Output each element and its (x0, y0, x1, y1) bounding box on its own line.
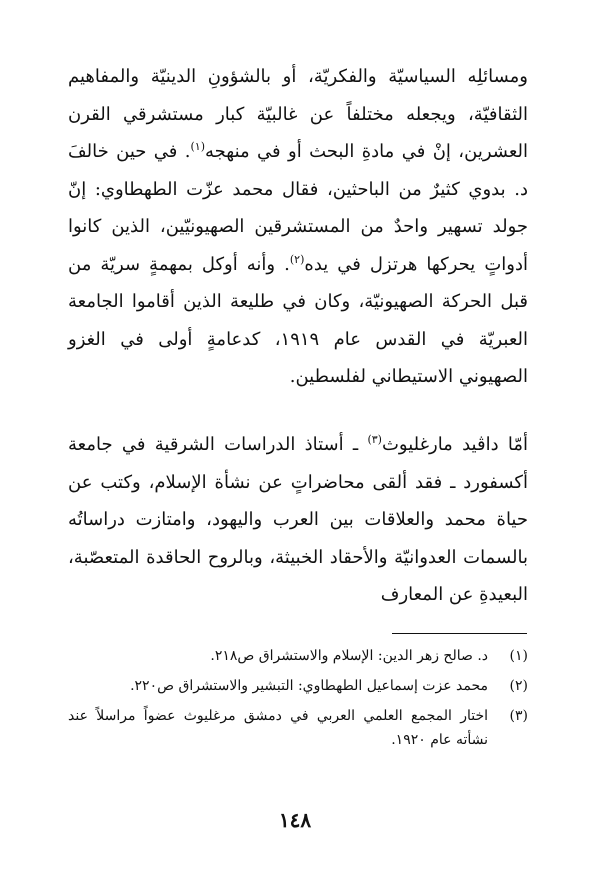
paragraph-1-text-a: ومسائلِه السياسيّة والفكريّة، أو بالشؤونِ الدينيّة والمفاهيم الثقافيّة، ويجعله مختلفاً عن غالبيّة كبار مستشرقي القرن العشرين، إنْ في مادةِ البحث أو في منهجه (68, 66, 528, 162)
footnote-text: اختار المجمع العلمي العربي في دمشق مرغليوث عضواً مراسلاً عند نشأته عام ١٩٢٠. (68, 708, 488, 748)
footnote-item (68, 704, 528, 752)
paragraph-2-text-a: أمّا داڤيد مارغليوث (381, 434, 528, 455)
paragraph-1-text-b: . في حين خالفَ د. بدوي كثيرٌ من الباحثين، فقال محمد عزّت الطهطاوي: إنّ جولد تسهير واحدٌ من المستشرقين الصهيونيّين، الذين كانوا أدواتٍ يحركها هرتزل في يده (68, 141, 528, 275)
footnotes-list (68, 644, 528, 758)
footnote-item (68, 644, 528, 668)
paragraph-1-text-c: . وأنه أوكل بمهمةٍ سريّة من قبل الحركة الصهيونيّة، وكان في طليعة الذين أقاموا الجامعة العبريّة في القدس عام ١٩١٩، كدعامةٍ أولى في الغزو الصهيوني الاستيطاني لفلسطين. (68, 253, 528, 387)
footnote-ref-1[interactable]: (١) (190, 140, 206, 153)
footnote-ref-3[interactable]: (٣) (367, 433, 382, 446)
body-paragraph-2 (68, 426, 528, 614)
page-number: ١٤٨ (278, 808, 312, 832)
paragraph-2-text-b: ـ أستاذ الدراسات الشرقية في جامعة أكسفورد ـ فقد ألقى محاضراتٍ عن نشأة الإسلام، وكتب عن حياة محمد والعلاقات بين العرب واليهود، وامتازت دراساتُه بالسمات العدوانيّة والأحقاد الخبيثة، وبالروح الحاقدة المتعصّبة، البعيدةِ عن المعارف (68, 434, 528, 605)
footnote-divider (392, 633, 527, 634)
footnote-item (68, 674, 528, 698)
footnote-text: محمد عزت إسماعيل الطهطاوي: التبشير والاستشراق ص٢٢٠. (130, 678, 488, 694)
body-paragraph-1 (68, 58, 528, 396)
footnote-ref-2[interactable]: (٢) (289, 252, 305, 266)
footnote-number: (٢) (509, 678, 528, 694)
footnote-number: (٣) (509, 708, 528, 724)
footnote-number: (١) (509, 648, 528, 664)
footnote-text: د. صالح زهر الدين: الإسلام والاستشراق ص٢١٨. (210, 648, 488, 664)
